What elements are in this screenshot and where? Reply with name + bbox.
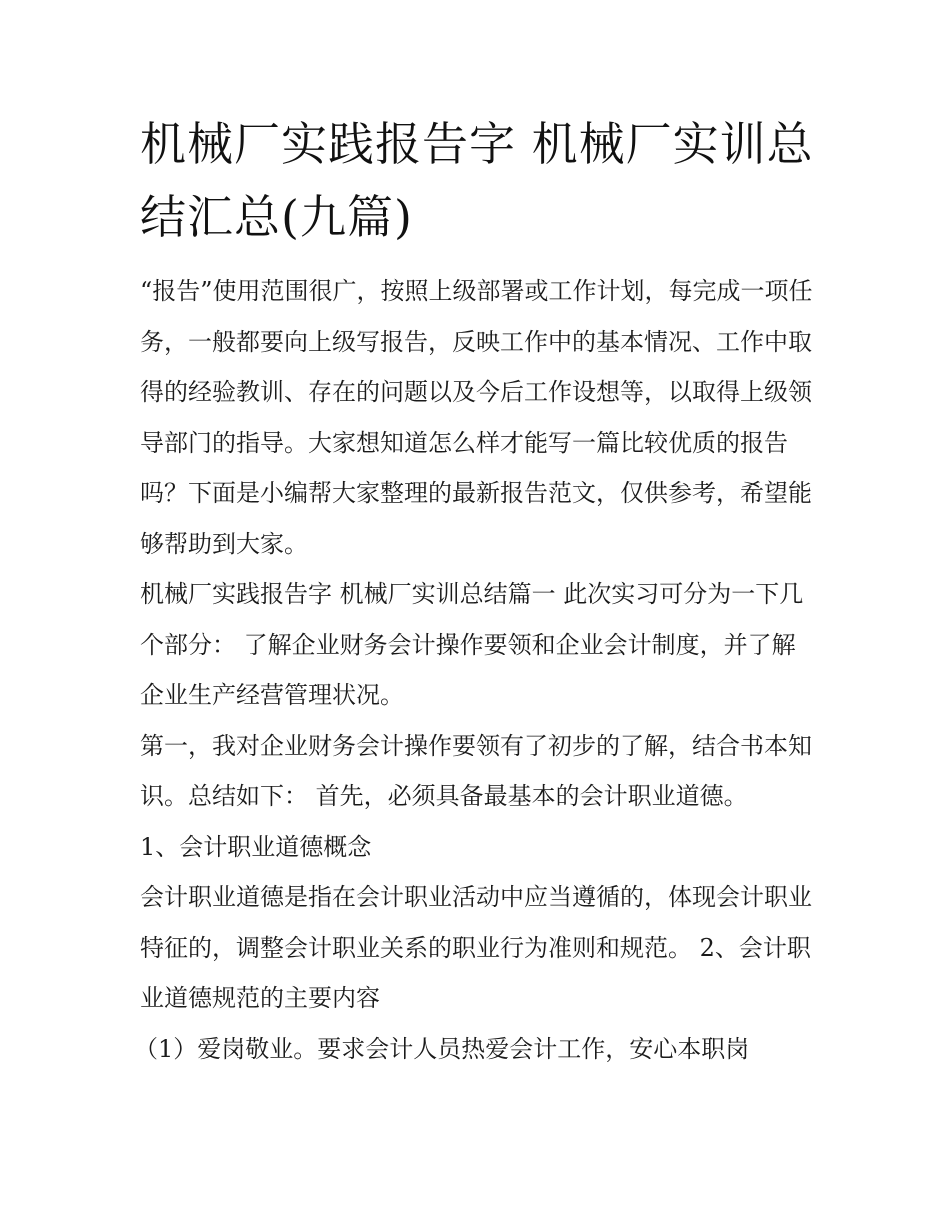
heading-ethics-concept: 1、会计职业道德概念 — [140, 832, 372, 861]
section-one-paragraph: 机械厂实践报告字 机械厂实训总结篇一 此次实习可分为一下几个部分： 了解企业财务会计操作要领和企业会计制度，并了解企业生产经营管理状况。 — [140, 580, 804, 709]
first-point-paragraph: 第一，我对企业财务会计操作要领有了初步的了解，结合书本知识。总结如下： 首先，必须具备最基本的会计职业道德。 — [140, 731, 812, 810]
dedication-paragraph: （1）爱岗敬业。要求会计人员热爱会计工作，安心本职岗 — [134, 1034, 750, 1063]
intro-paragraph: “报告”使用范围很广，按照上级部署或工作计划，每完成一项任务，一般都要向上级写报告，反映工作中的基本情况、工作中取得的经验教训、存在的问题以及今后工作设想等，以取得上级领导部门的指导。大家想知道怎么样才能写一篇比较优质的报告吗？下面是小编帮大家整理的最新报告范文，仅供参考，希望能够帮助到大家。 — [140, 277, 813, 558]
document-page — [134, 108, 815, 1074]
document-title: 机械厂实践报告字 机械厂实训总结汇总(九篇) — [140, 117, 814, 244]
ethics-definition-paragraph: 会计职业道德是指在会计职业活动中应当遵循的，体现会计职业特征的，调整会计职业关系的职业行为准则和规范。 2、会计职业道德规范的主要内容 — [140, 883, 812, 1012]
